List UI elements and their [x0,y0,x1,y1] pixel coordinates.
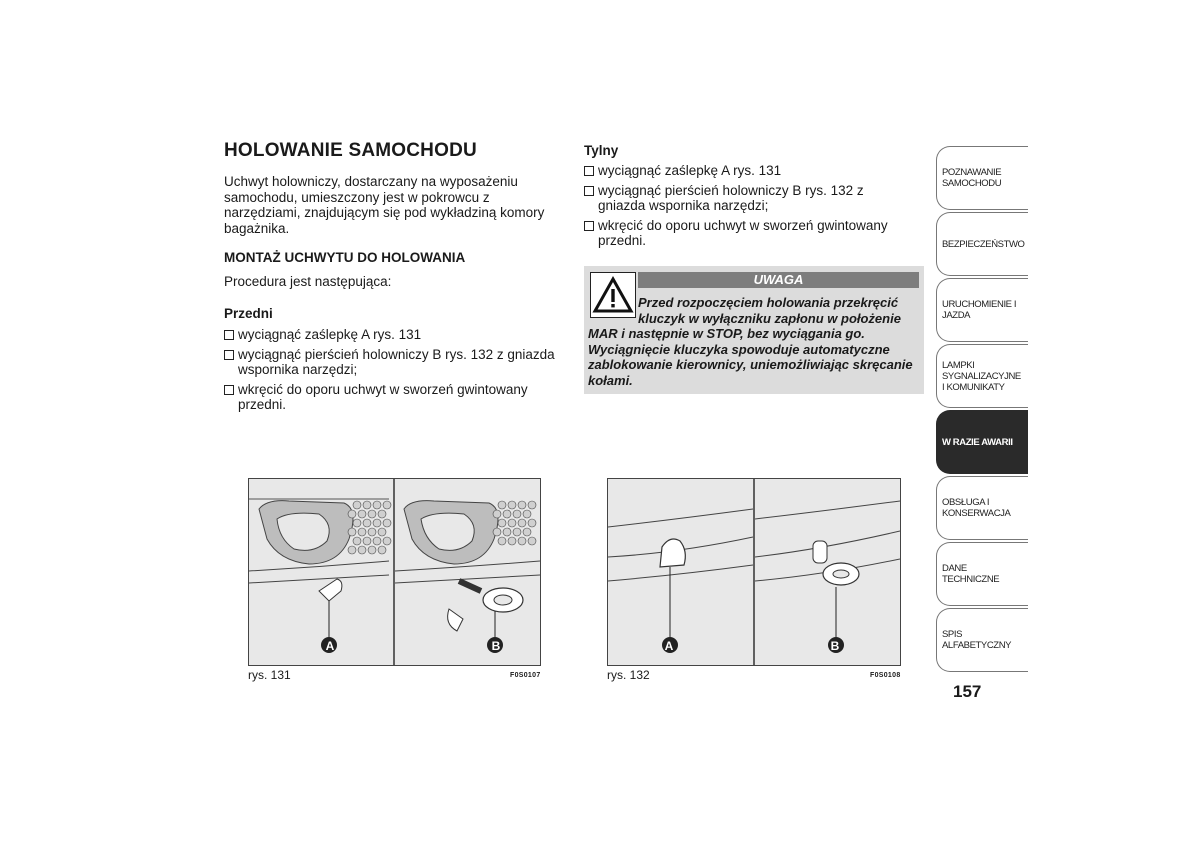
tab-uruchomienie-i-jazda[interactable]: URUCHOMIENIE I JAZDA [936,278,1028,342]
label-b: B [491,639,501,653]
towing-rear-illustration [608,479,900,665]
procedure-text: Procedura jest następująca: [224,274,392,289]
tab-bezpieczenstwo[interactable]: BEZPIECZEŃSTWO [936,212,1028,276]
tab-lampki-sygnalizacyjne[interactable]: LAMPKI SYGNALIZACYJNE I KOMUNIKATY [936,344,1028,408]
figure-code: F0S0107 [510,672,541,679]
list-item: wkręcić do oporu uchwyt w sworzeń gwintowany przedni. [584,218,914,249]
tab-obsluga-i-konserwacja[interactable]: OBSŁUGA I KONSERWACJA [936,476,1028,540]
figure-caption: rys. 132 [607,668,650,682]
label-b: B [830,639,840,653]
checkbox-icon [224,330,234,340]
checkbox-icon [224,385,234,395]
tab-w-razie-awarii[interactable]: W RAZIE AWARII [936,410,1028,474]
list-item: wyciągnąć zaślepkę A rys. 131 [224,327,559,343]
tab-spis-alfabetyczny[interactable]: SPIS ALFABETYCZNY [936,608,1028,672]
page-title: HOLOWANIE SAMOCHODU [224,140,477,161]
list-item: wkręcić do oporu uchwyt w sworzeń gwintowany przedni. [224,382,559,413]
list-item: wyciągnąć pierścień holowniczy B rys. 132 z gniazda wspornika narzędzi; [584,183,914,214]
front-list [224,327,559,413]
rear-section [584,143,914,253]
section-heading: MONTAŻ UCHWYTU DO HOLOWANIA [224,250,466,265]
rear-list [584,163,914,249]
warning-text: Przed rozpoczęciem holowania przekręcić kluczyk w wyłączniku zapłonu w położenie MAR i następnie w STOP, bez wyciągania go. Wyciągnięcie kluczyka spowoduje automatyczne zablokowanie kierownicy, uniemożliwiając skręcanie kołami. [588,295,913,388]
page-number: 157 [953,682,982,701]
chapter-tabs [936,146,1028,674]
label-a: A [664,639,674,653]
list-item: wyciągnąć zaślepkę A rys. 131 [584,163,914,179]
figure-132 [607,478,901,666]
checkbox-icon [584,186,594,196]
figure-code: F0S0108 [870,672,901,679]
checkbox-icon [584,166,594,176]
figure-caption: rys. 131 [248,668,291,682]
front-section [224,306,559,417]
tab-dane-techniczne[interactable]: DANE TECHNICZNE [936,542,1028,606]
front-heading: Przedni [224,306,273,321]
list-item: wyciągnąć pierścień holowniczy B rys. 132 z gniazda wspornika narzędzi; [224,347,559,378]
tab-poznawanie-samochodu[interactable]: POZNAWANIE SAMOCHODU [936,146,1028,210]
rear-heading: Tylny [584,143,619,158]
label-a: A [325,639,335,653]
checkbox-icon [584,221,594,231]
checkbox-icon [224,350,234,360]
warning-title: UWAGA [638,272,919,288]
intro-paragraph: Uchwyt holowniczy, dostarczany na wyposażeniu samochodu, umieszczony jest w pokrowcu z narzędziami, znajdującym się pod wykładziną komory bagażnika. [224,174,545,236]
